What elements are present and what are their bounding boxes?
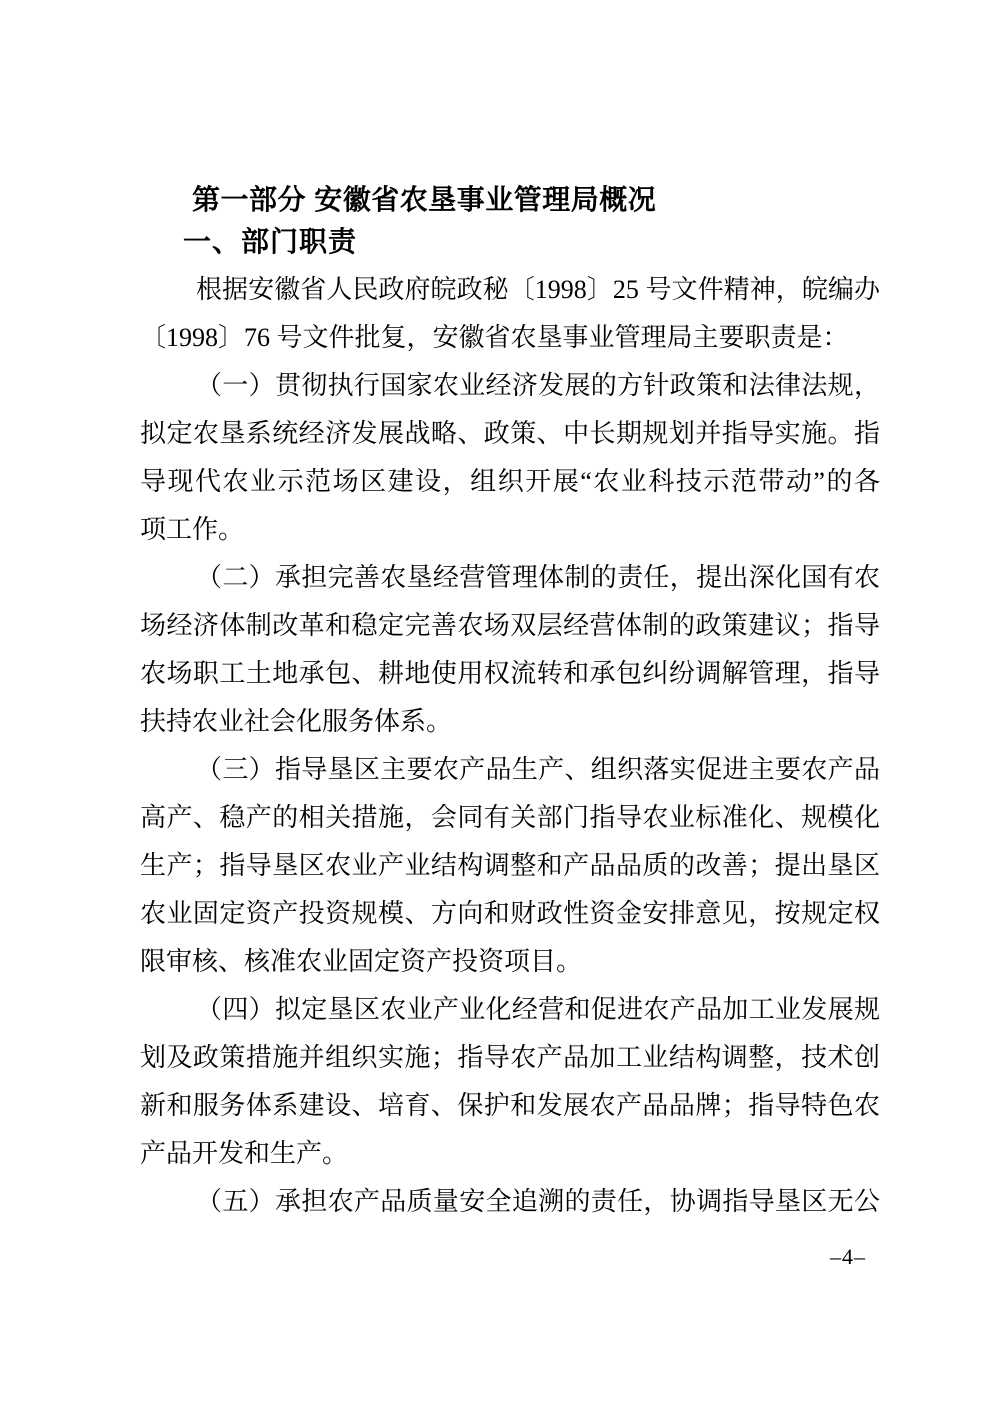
text-line: 新和服务体系建设、培育、保护和发展农产品品牌；指导特色农 xyxy=(140,1091,880,1120)
text-line: 农场职工土地承包、耕地使用权流转和承包纠纷调解管理，指导 xyxy=(140,659,880,688)
text-line: 划及政策措施并组织实施；指导农产品加工业结构调整，技术创 xyxy=(140,1043,880,1072)
text-line: 限审核、核准农业固定资产投资项目。 xyxy=(140,947,583,976)
text-line: 〔1998〕76 号文件批复，安徽省农垦事业管理局主要职责是： xyxy=(140,323,849,352)
text-line: 项工作。 xyxy=(140,515,245,544)
page-number: –4– xyxy=(830,1244,866,1269)
document-title: 第一部分 安徽省农垦事业管理局概况 xyxy=(192,184,657,215)
text-line: 拟定农垦系统经济发展战略、政策、中长期规划并指导实施。指 xyxy=(140,419,880,448)
text-line: 扶持农业社会化服务体系。 xyxy=(140,707,453,736)
text-line: 高产、稳产的相关措施，会同有关部门指导农业标准化、规模化 xyxy=(140,803,880,832)
text-line: （二）承担完善农垦经营管理体制的责任，提出深化国有农 xyxy=(196,563,880,592)
text-line: 生产；指导垦区农业产业结构调整和产品品质的改善；提出垦区 xyxy=(140,851,880,880)
text-line: （五）承担农产品质量安全追溯的责任，协调指导垦区无公 xyxy=(196,1187,880,1216)
text-line: （一）贯彻执行国家农业经济发展的方针政策和法律法规， xyxy=(196,371,880,400)
section-heading: 一、部门职责 xyxy=(183,226,358,257)
text-line: 导现代农业示范场区建设，组织开展“农业科技示范带动”的各 xyxy=(140,467,880,496)
text-line: （三）指导垦区主要农产品生产、组织落实促进主要农产品 xyxy=(196,755,880,784)
text-line: 场经济体制改革和稳定完善农场双层经营体制的政策建议；指导 xyxy=(140,611,880,640)
text-line: 产品开发和生产。 xyxy=(140,1139,349,1168)
text-line: 根据安徽省人民政府皖政秘〔1998〕25 号文件精神，皖编办 xyxy=(196,275,880,304)
text-line: 农业固定资产投资规模、方向和财政性资金安排意见，按规定权 xyxy=(140,899,880,928)
document-body xyxy=(140,266,880,1226)
text-line: （四）拟定垦区农业产业化经营和促进农产品加工业发展规 xyxy=(196,995,880,1024)
